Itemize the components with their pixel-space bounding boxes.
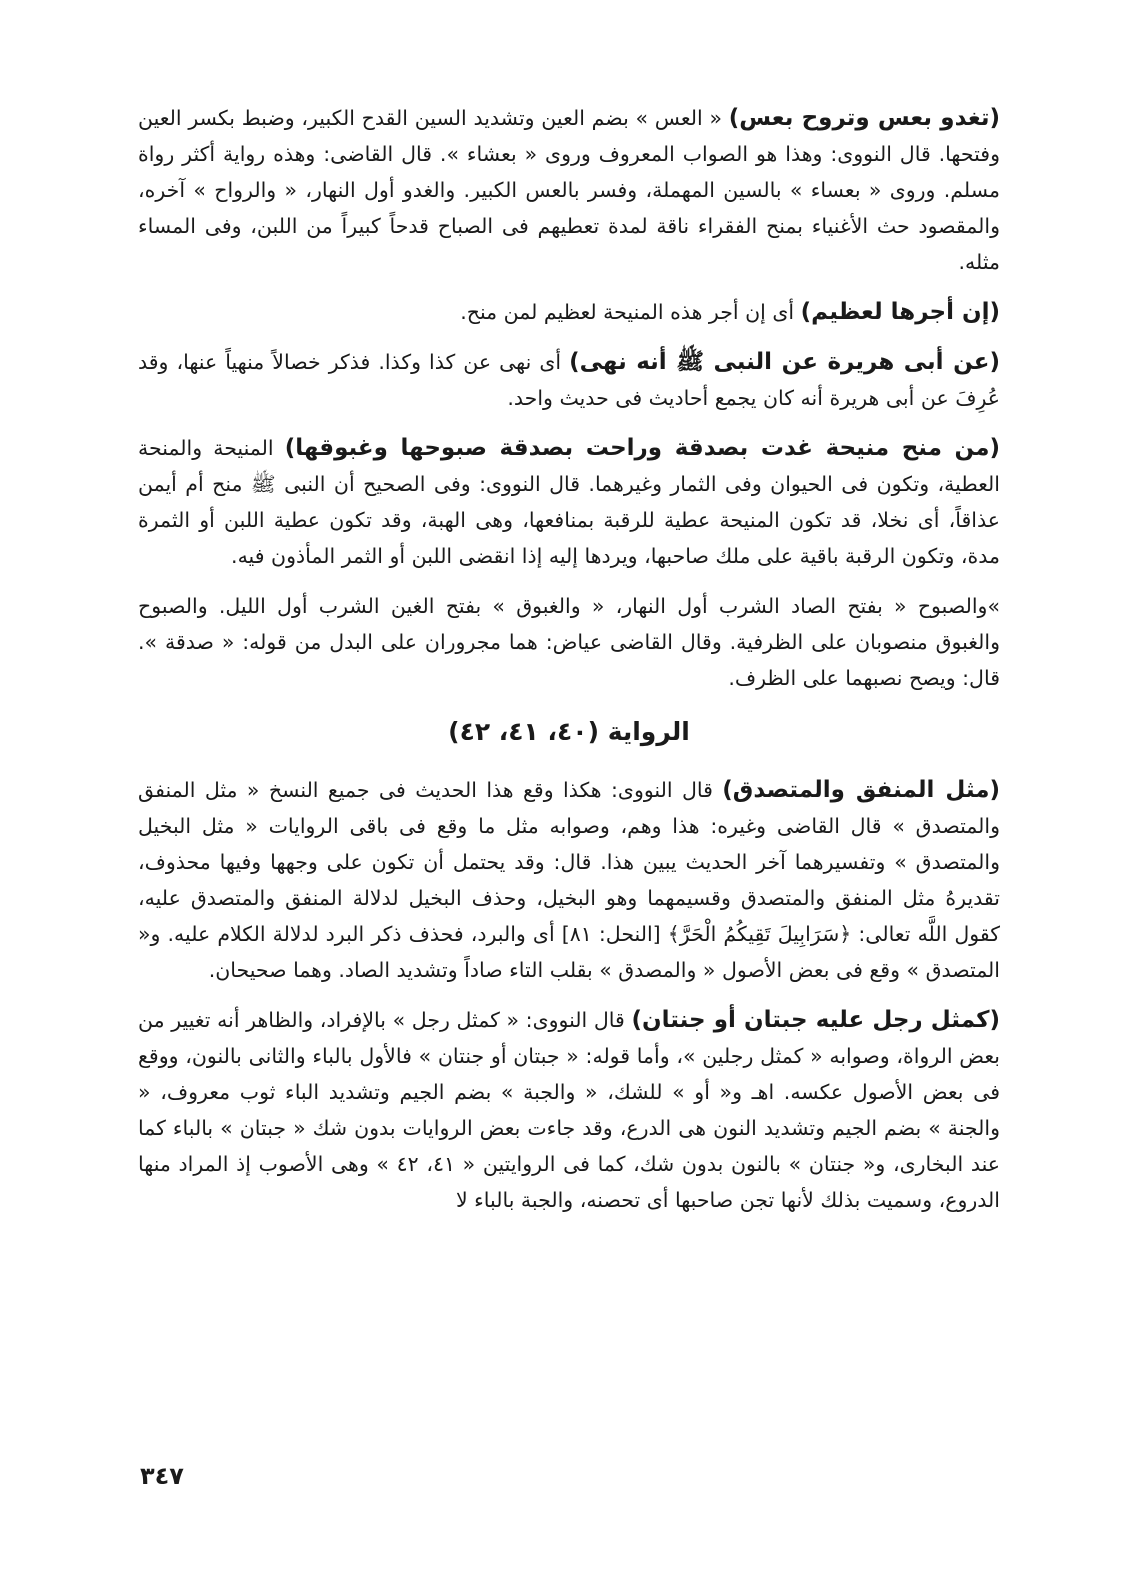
paragraph-2 bbox=[138, 294, 1000, 330]
paragraph-text: »والصبوح « بفتح الصاد الشرب أول النهار، « والغبوق » بفتح الغين الشرب أول الليل. والصبوح والغبوق منصوبان على الظرفية. وقال القاضى عياض: هما مجروران على البدل من قوله: « صدقة ». قال: ويصح نصبهما على الظرف. bbox=[138, 594, 1000, 690]
paragraph-lead: (إن أجرها لعظيم) bbox=[800, 299, 1000, 325]
paragraph-text: المنيحة والمنحة العطية، وتكون فى الحيوان وفى الثمار وغيرهما. قال النووى: وفى الصحيح أن النبى ﷺ منح أم أيمن عذاقاً، أى نخلا، قد تكون المنيحة عطية للرقبة بمنافعها، وهى الهبة، وقد تكون عطية اللبن أو الثمرة مدة، وتكون الرقبة باقية على ملك صاحبها، ويردها إليه إذا انقضى اللبن أو الثمر المأذون فيه. bbox=[138, 436, 1000, 568]
paragraph-3 bbox=[138, 344, 1000, 416]
paragraph-lead: (عن أبى هريرة عن النبى ﷺ أنه نهى) bbox=[569, 349, 1000, 375]
paragraph-5 bbox=[138, 588, 1000, 696]
paragraph-text: أى نهى عن كذا وكذا. فذكر خصالاً منهياً عنها، وقد عُرِفَ عن أبى هريرة أنه كان يجمع أحاديث فى حديث واحد. bbox=[138, 350, 1000, 410]
page-body bbox=[138, 100, 1000, 1232]
paragraph-1 bbox=[138, 100, 1000, 280]
paragraph-lead: (مثل المنفق والمتصدق) bbox=[722, 777, 1000, 803]
paragraph-lead: (تغدو بعس وتروح بعس) bbox=[728, 105, 1000, 131]
page-number: ٣٤٧ bbox=[140, 1462, 184, 1490]
paragraph-text: « العس » بضم العين وتشديد السين القدح الكبير، وضبط بكسر العين وفتحها. قال النووى: وهذا هو الصواب المعروف وروى « بعشاء ». قال القاضى: وهذه رواية أكثر رواة مسلم. وروى « بعساء » بالسين المهملة، وفسر بالعس الكبير. والغدو أول النهار، « والرواح » آخره، والمقصود حث الأغنياء بمنح الفقراء ناقة لمدة تعطيهم فى الصباح قدحاً كبيراً من اللبن، وفى المساء مثله. bbox=[138, 106, 1000, 274]
paragraph-4 bbox=[138, 430, 1000, 574]
paragraph-6 bbox=[138, 772, 1000, 988]
paragraph-lead: (كمثل رجل عليه جبتان أو جنتان) bbox=[631, 1007, 1001, 1033]
paragraph-text: قال النووى: « كمثل رجل » بالإفراد، والظاهر أنه تغيير من بعض الرواة، وصوابه « كمثل رجلين »، وأما قوله: « جبتان أو جنتان » فالأول بالباء والثانى بالنون، ووقع فى بعض الأصول عكسه. اهـ و« أو » للشك، « والجبة » بضم الجيم وتشديد الباء ثوب معروف، « والجنة » بضم الجيم وتشديد النون هى الدرع، وقد جاءت بعض الروايات بدون شك « جبتان » بالباء كما عند البخارى، و« جنتان » بالنون بدون شك، كما فى الروايتين « ٤١، ٤٢ » وهى الأصوب إذ المراد منها الدروع، وسميت بذلك لأنها تجن صاحبها أى تحصنه، والجبة بالباء لا bbox=[138, 1008, 1000, 1212]
paragraph-text: قال النووى: هكذا وقع هذا الحديث فى جميع النسخ « مثل المنفق والمتصدق » قال القاضى وغيره: هذا وهم، وصوابه مثل ما وقع فى باقى الروايات « مثل البخيل والمتصدق » وتفسيرهما آخر الحديث يبين هذا. قال: وقد يحتمل أن تكون على وجهها وفيها محذوف، تقديرهُ مثل المنفق والمتصدق وقسيمهما وهو البخيل، وحذف البخيل لدلالة المنفق والمتصدق عليه، كقول اللَّه تعالى: ﴿سَرَابِيلَ تَقِيكُمُ الْحَرَّ﴾ [النحل: ٨١] أى والبرد، فحذف ذكر البرد لدلالة الكلام عليه. و« المتصدق » وقع فى بعض الأصول « والمصدق » بقلب التاء صاداً وتشديد الصاد. وهما صحيحان. bbox=[138, 778, 1000, 982]
paragraph-text: أى إن أجر هذه المنيحة لعظيم لمن منح. bbox=[460, 300, 801, 324]
paragraph-7 bbox=[138, 1002, 1000, 1218]
paragraph-lead: (من منح منيحة غدت بصدقة وراحت بصدقة صبوحها وغبوقها) bbox=[284, 435, 1000, 461]
section-heading: الرواية (٤٠، ٤١، ٤٢) bbox=[448, 717, 690, 746]
